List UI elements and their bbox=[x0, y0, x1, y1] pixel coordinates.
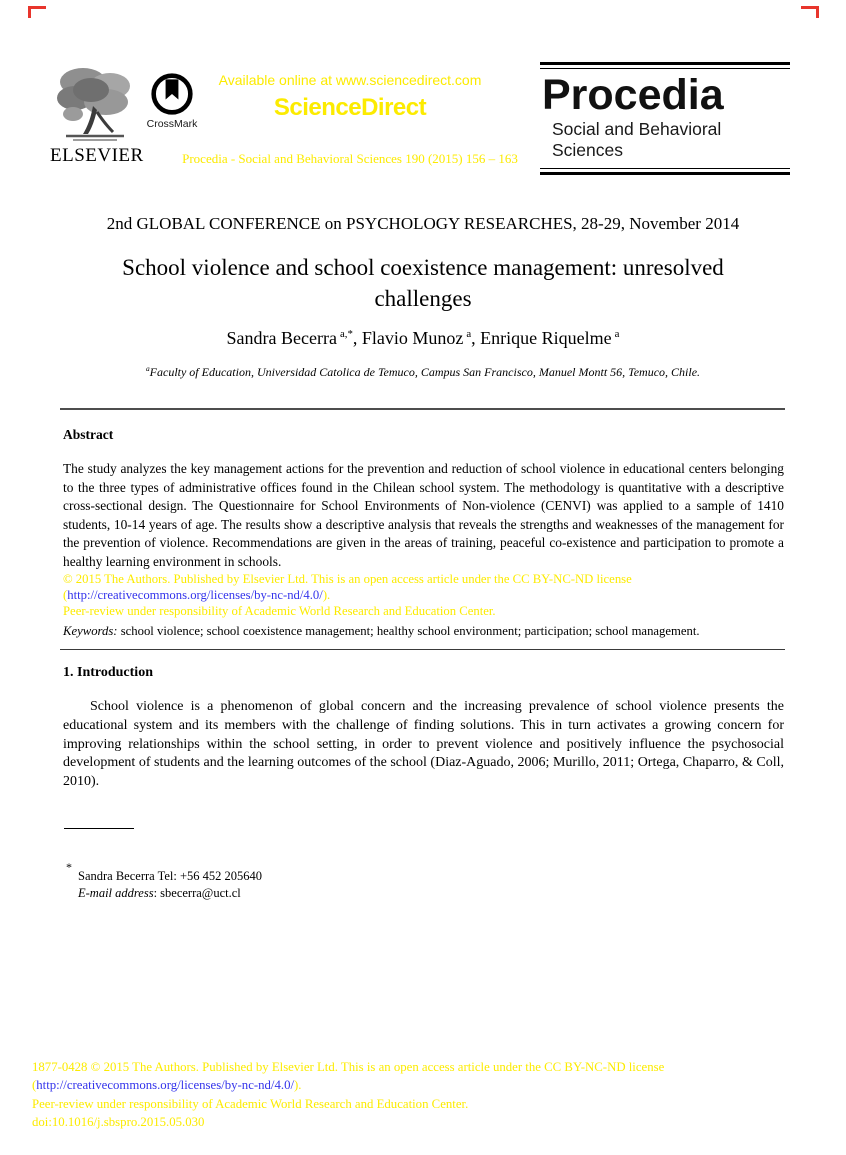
affiliation-text: Faculty of Education, Universidad Catolica de Temuco, Campus San Francisco, Manuel Montt 56, Temuco, Chile. bbox=[149, 365, 701, 379]
paper-title-line2: challenges bbox=[374, 286, 472, 311]
email-label: E-mail address bbox=[78, 885, 154, 900]
crop-mark-left-icon bbox=[28, 6, 46, 18]
footer-block bbox=[32, 1058, 777, 1132]
abstract-heading: Abstract bbox=[63, 427, 114, 442]
email-value: : sbecerra@uct.cl bbox=[153, 885, 241, 900]
author-separator: , bbox=[352, 328, 362, 348]
license-line2 bbox=[63, 588, 784, 604]
footnote-rule bbox=[64, 828, 134, 829]
footnote-marker: * bbox=[66, 860, 72, 874]
paper-title bbox=[63, 252, 783, 314]
license-block bbox=[63, 572, 784, 619]
affiliation-line bbox=[63, 364, 783, 380]
keywords-text: school violence; school coexistence management; healthy school environment; participation; school management. bbox=[117, 624, 700, 638]
license-line3: Peer-review under responsibility of Academic World Research and Education Center. bbox=[63, 603, 496, 618]
crossmark-label: CrossMark bbox=[146, 118, 198, 130]
keywords-label: Keywords: bbox=[63, 624, 118, 638]
license-line1: © 2015 The Authors. Published by Elsevier Ltd. This is an open access article under the CC BY-NC-ND license bbox=[63, 572, 632, 586]
footer-url-suffix: ). bbox=[294, 1078, 302, 1093]
footnote-email-line bbox=[78, 885, 262, 902]
author-name: Flavio Munoz bbox=[361, 328, 464, 348]
procedia-top-rule bbox=[540, 62, 790, 69]
footer-peer-review-line: Peer-review under responsibility of Academic World Research and Education Center. bbox=[32, 1096, 469, 1111]
license-url-prefix: ( bbox=[63, 587, 68, 602]
license-url-suffix: ). bbox=[322, 587, 331, 602]
sciencedirect-block bbox=[168, 72, 532, 122]
footer-doi: doi:10.1016/j.sbspro.2015.05.030 bbox=[32, 1115, 205, 1130]
journal-citation-line: Procedia - Social and Behavioral Sciences 190 (2015) 156 – 163 bbox=[182, 151, 518, 166]
footer-url-line bbox=[32, 1076, 777, 1094]
abstract-text: The study analyzes the key management actions for the prevention and reduction of school violence in educational centers belonging to the three types of administrative offices found in the Chilean school system. The methodology is quantitative with a descriptive cross-sectional design. The Questionnaire for School Environments of Non-violence (CENVI) was applied to a sample of 1410 students, 10-14 years of age. The results show a descriptive analysis that reveals the strengths and weaknesses of the management for the prevention of violence. Recommendations are given in the areas of training, peaceful co-existence and participation to promote a healthy learning environment in schools. bbox=[63, 461, 784, 569]
author-affil-marker: a bbox=[614, 328, 620, 340]
elsevier-tree-icon bbox=[50, 64, 140, 144]
paper-title-line1: School violence and school coexistence management: unresolved bbox=[122, 255, 724, 280]
introduction-paragraph: School violence is a phenomenon of global concern and the increasing prevalence of school violence presents the educational system and its members with the challenge of finding solutions. This in turn activates a growing concern for improving relationships within the school setting, in order to prevent violence and positively influence the psychosocial development of students and the learning outcomes of the school (Diaz-Aguado, 2006; Murillo, 2011; Ortega, Chaparro, & Coll, 2010). bbox=[63, 699, 784, 790]
section-heading-introduction: 1. Introduction bbox=[63, 665, 153, 680]
procedia-title: Procedia bbox=[542, 71, 724, 119]
procedia-subtitle: Social and Behavioral Sciences bbox=[552, 119, 722, 161]
keywords-line bbox=[63, 624, 784, 639]
author-affil-marker: a,* bbox=[339, 328, 353, 340]
conference-heading: 2nd GLOBAL CONFERENCE on PSYCHOLOGY RESEARCHES, 28-29, November 2014 bbox=[106, 214, 740, 233]
procedia-logo bbox=[540, 62, 790, 175]
author-separator: , bbox=[471, 328, 481, 348]
elsevier-logo bbox=[50, 64, 144, 167]
footnote-block bbox=[78, 868, 262, 901]
keywords-bottom-rule bbox=[60, 649, 785, 650]
available-online-text[interactable]: Available online at www.sciencedirect.com bbox=[218, 72, 482, 88]
footer-url-link[interactable]: http://creativecommons.org/licenses/by-nc-nd/4.0/ bbox=[36, 1078, 295, 1093]
elsevier-wordmark: ELSEVIER bbox=[50, 145, 144, 166]
affiliation-marker: a bbox=[145, 364, 150, 373]
crop-mark-right-icon bbox=[801, 6, 819, 18]
procedia-bottom-rule bbox=[540, 168, 790, 175]
sciencedirect-wordmark[interactable]: ScienceDirect bbox=[273, 94, 427, 121]
author-list bbox=[63, 328, 783, 349]
footnote-tel-line: Sandra Becerra Tel: +56 452 205640 bbox=[78, 869, 263, 883]
license-url-link[interactable]: http://creativecommons.org/licenses/by-nc-nd/4.0/ bbox=[67, 587, 323, 602]
author-name: Sandra Becerra bbox=[226, 328, 337, 348]
abstract-top-rule bbox=[60, 408, 785, 410]
author-affil-marker: a bbox=[466, 328, 472, 340]
footer-issn-line: 1877-0428 © 2015 The Authors. Published by Elsevier Ltd. This is an open access article under the CC BY-NC-ND license bbox=[32, 1060, 665, 1074]
author-name: Enrique Riquelme bbox=[480, 328, 612, 348]
footer-url-prefix: ( bbox=[32, 1078, 37, 1093]
